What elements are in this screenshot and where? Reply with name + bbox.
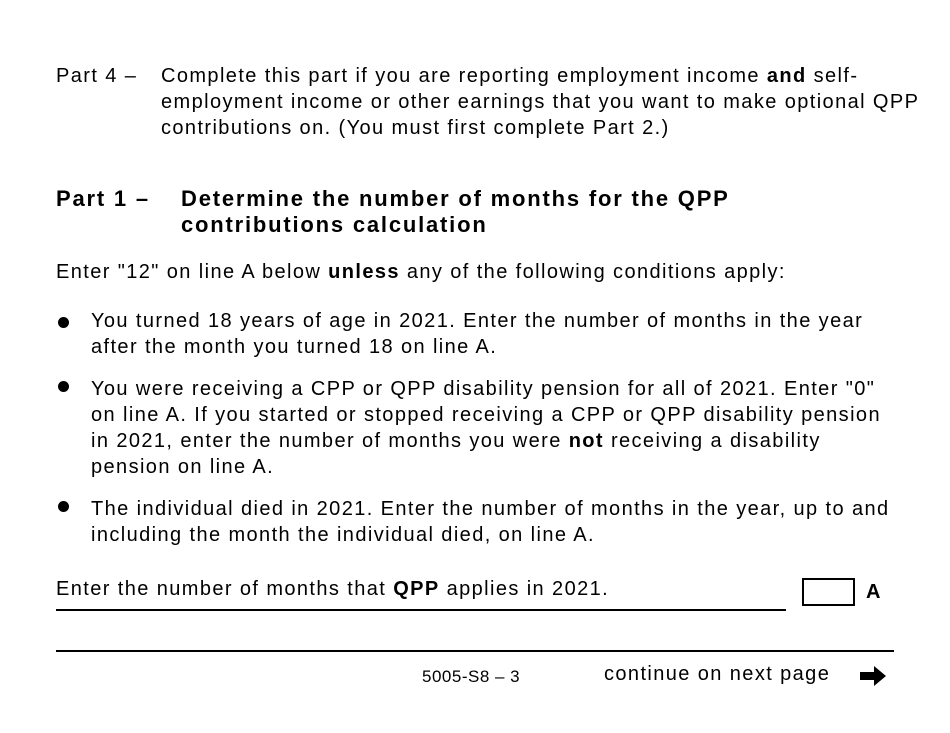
bullet2-start: You were receiving a CPP or QPP disability pension for all of 2021. Enter "0" on line A. If you started or stopped receiving a CPP or QPP disability pension in 2021, enter the number of months you were (91, 378, 881, 452)
instruction-text (56, 259, 786, 285)
form-page-number: 5005-S8 – 3 (422, 667, 521, 686)
line-a-label (56, 576, 609, 602)
part4-text-start: Complete this part if you are reporting employment income (161, 65, 767, 87)
part4-description (161, 63, 921, 141)
part4-label: Part 4 – (56, 65, 138, 87)
bullet-item-individual-died: The individual died in 2021. Enter the number of months in the year, up to and including the month the individual died, on line A. (91, 498, 890, 546)
part1-label: Part 1 – (56, 186, 150, 211)
instruction-end: any of the following conditions apply: (399, 261, 786, 283)
bullet2-emphasis: not (568, 430, 604, 452)
bullet-icon (58, 501, 69, 512)
bullet-item-disability-pension (91, 376, 891, 480)
line-a-label-start: Enter the number of months that (56, 578, 394, 600)
continue-next-page-text: continue on next page (604, 663, 831, 685)
bullet2-end: receiving a disability pension on line A. (91, 430, 821, 478)
bullet-item-age-18: You turned 18 years of age in 2021. Enter the number of months in the year after the month you turned 18 on line A. (91, 310, 864, 358)
bullet-icon (58, 381, 69, 392)
footer-divider (56, 650, 894, 652)
instruction-emphasis: unless (328, 261, 400, 283)
line-a-label-emphasis: QPP (393, 578, 440, 600)
line-a-underline (56, 609, 786, 611)
bullet-icon (58, 317, 69, 328)
part4-text-emphasis: and (766, 65, 807, 87)
instruction-start: Enter "12" on line A below (56, 261, 329, 283)
line-a-letter: A (866, 581, 881, 603)
line-a-label-end: applies in 2021. (439, 578, 610, 600)
part1-title: Determine the number of months for the QPP contributions calculation (181, 186, 730, 237)
line-a-input-box[interactable] (802, 578, 855, 606)
right-arrow-icon (858, 665, 888, 687)
part4-text-end: self-employment income or other earnings that you want to make optional QPP contributions on. (You must first complete Part 2.) (161, 65, 919, 139)
